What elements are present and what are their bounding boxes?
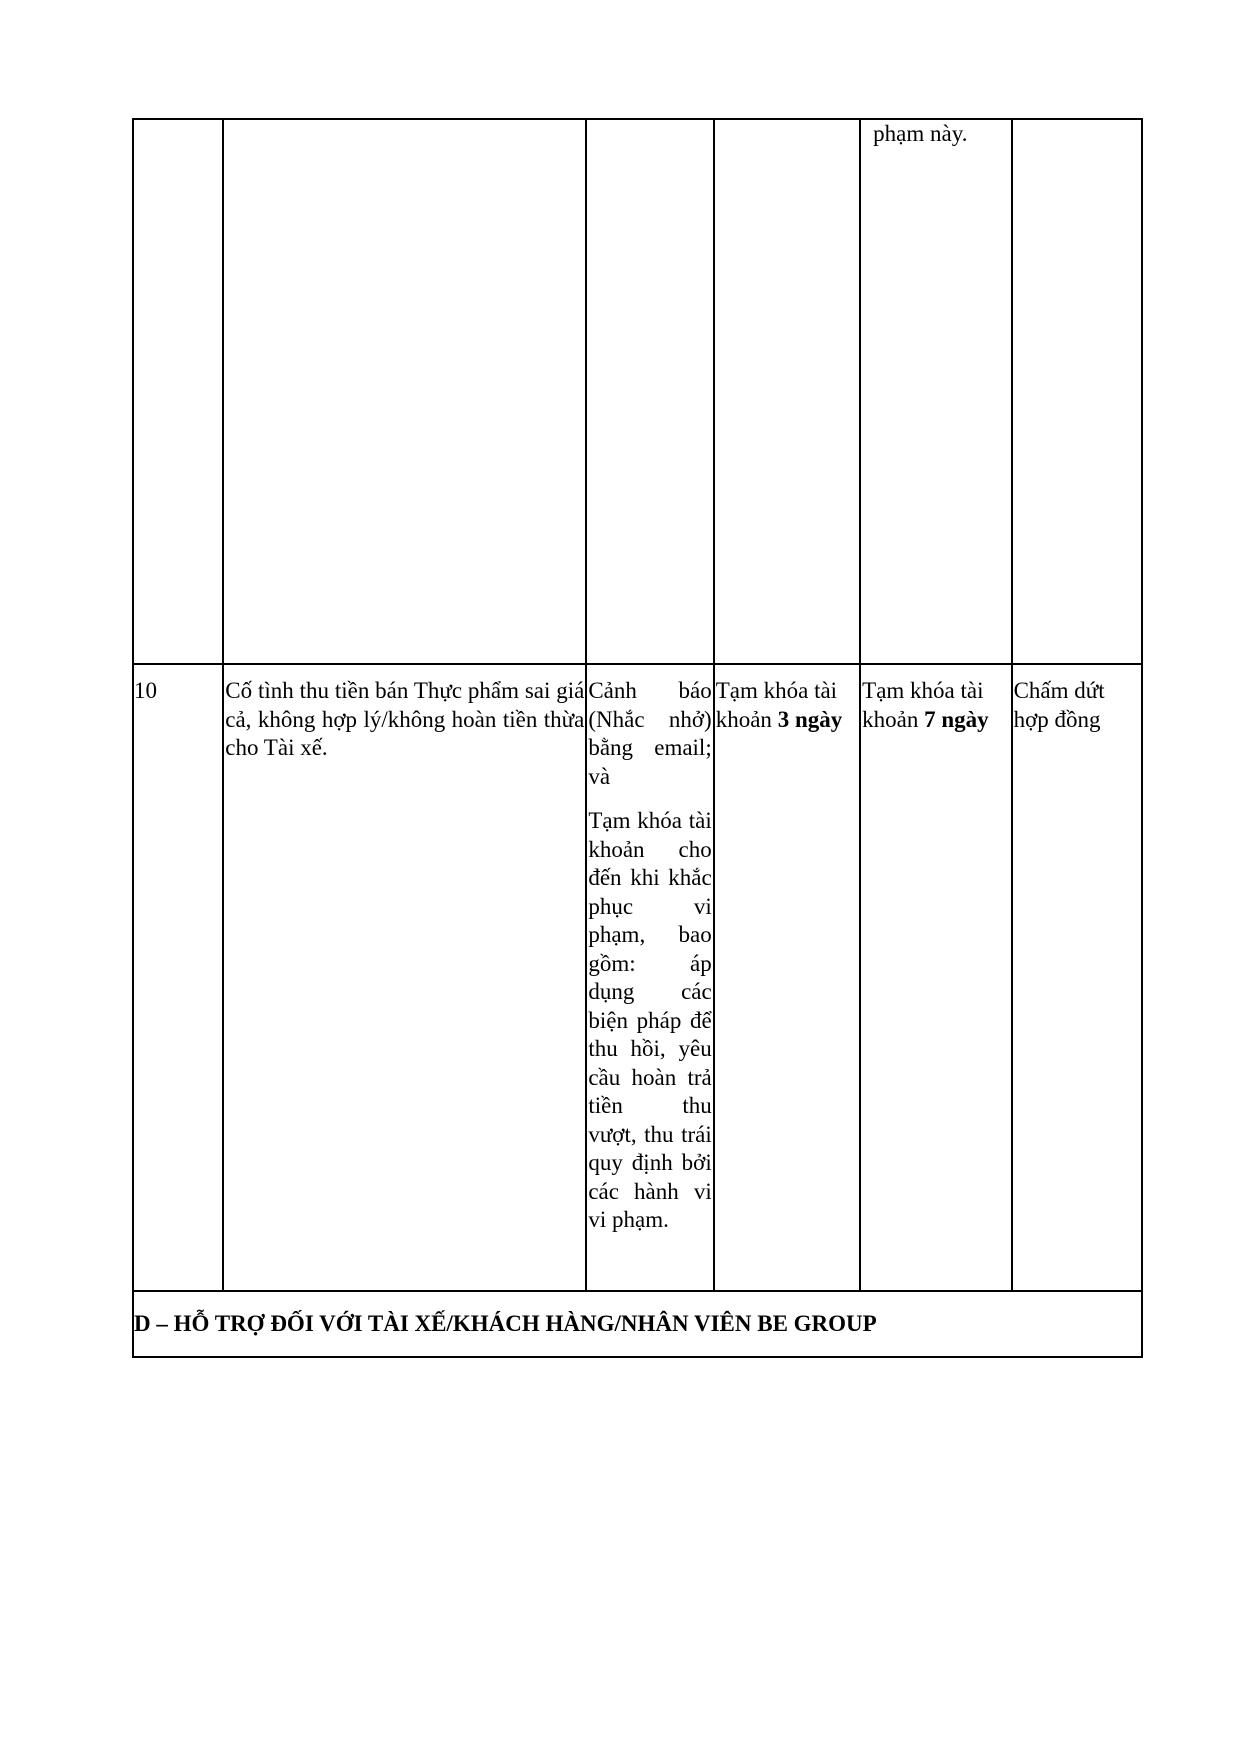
cell-level4 (1012, 119, 1142, 664)
table-row-10 (133, 664, 1142, 1291)
violation-penalty-table (132, 118, 1143, 1358)
table-row-continuation (133, 119, 1142, 664)
level1-text-suspend: Tạm khóa tài khoản cho đến khi khắc phục vi phạm, bao gồm: áp dụng các biện pháp để thu hồi, yêu cầu hoàn trả tiền thu vượt, thu trái quy định bởi các hành vi vi phạm. (588, 808, 712, 1232)
level3-text (861, 665, 1010, 734)
cell-violation (223, 119, 586, 664)
cell-level4 (1012, 664, 1142, 1291)
level3-continuation-text: phạm này. (873, 121, 968, 146)
violation-text: Cố tình thu tiền bán Thực phẩm sai giá cả, không hợp lý/không hoàn tiền thừa cho Tài xế. (225, 678, 585, 760)
section-d-title: D – HỖ TRỢ ĐỐI VỚI TÀI XẾ/KHÁCH HÀNG/NHÂN VIÊN BE GROUP (134, 1311, 877, 1336)
row-number: 10 (134, 678, 157, 703)
cell-no (133, 119, 223, 664)
section-header-row (133, 1291, 1142, 1357)
level3-prefix: Tạm khóa tài khoản (862, 678, 984, 732)
cell-no (133, 664, 223, 1291)
cell-violation (223, 664, 586, 1291)
level2-duration: 3 ngày (777, 706, 843, 732)
cell-level3 (860, 664, 1011, 1291)
level2-text (715, 665, 859, 734)
level2-prefix: Tạm khóa tài khoản (715, 678, 838, 732)
level3-duration: 7 ngày (924, 706, 989, 732)
cell-level1 (586, 119, 713, 664)
cell-level3 (860, 119, 1011, 664)
level1-text-warning: Cảnh báo (Nhắc nhở) bằng email; và (588, 678, 712, 789)
cell-level1 (586, 664, 713, 1291)
level4-text: Chấm dứt hợp đồng (1013, 678, 1105, 732)
section-d-cell (133, 1291, 1142, 1357)
cell-level2 (714, 664, 860, 1291)
cell-level2 (714, 119, 860, 664)
